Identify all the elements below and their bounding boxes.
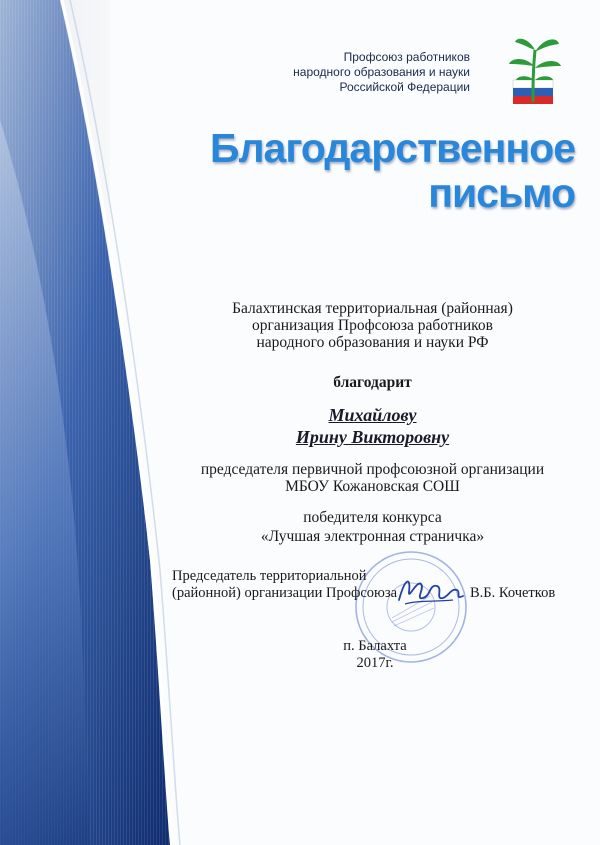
signature-role-line2: (районной) организации Профсоюза — [172, 585, 398, 601]
position-line2: МБОУ Кожановская СОШ — [285, 478, 460, 495]
issuer-line3: народного образования и науки РФ — [256, 334, 489, 351]
contest-line2: «Лучшая электронная страничка» — [260, 528, 485, 545]
union-name-line1: Профсоюз работников — [343, 50, 470, 64]
union-name-header — [270, 50, 470, 95]
handwritten-signature — [395, 570, 467, 610]
position-block — [160, 461, 585, 495]
recipient-name: Ирину Викторовну — [295, 427, 450, 447]
footer-year: 2017г. — [356, 655, 394, 671]
issuer-line2: организация Профсоюза работников — [252, 317, 493, 334]
position-line1: председателя первичной профсоюзной организации — [200, 461, 545, 478]
title-line2: письмо — [428, 170, 575, 216]
issuer-line1: Балахтинская территориальная (районная) — [232, 300, 513, 317]
footer-block — [300, 638, 450, 672]
thanks-word: благодарит — [333, 374, 412, 391]
union-name-line3: Российской Федерации — [339, 80, 470, 94]
union-name-line2: народного образования и науки — [293, 65, 470, 79]
leaf-sprout-flag-icon — [495, 30, 570, 110]
signature-role — [172, 568, 402, 602]
title-line1: Благодарственное — [210, 125, 575, 171]
recipient-block — [180, 404, 565, 448]
signer-name: В.Б. Кочетков — [470, 585, 556, 601]
recipient-surname: Михайлову — [328, 405, 417, 425]
issuer-block — [180, 300, 565, 351]
signature-role-line1: Председатель территориальной — [172, 568, 367, 584]
contest-block — [180, 508, 565, 546]
contest-line1: победителя конкурса — [303, 509, 442, 526]
footer-place: п. Балахта — [343, 638, 407, 654]
